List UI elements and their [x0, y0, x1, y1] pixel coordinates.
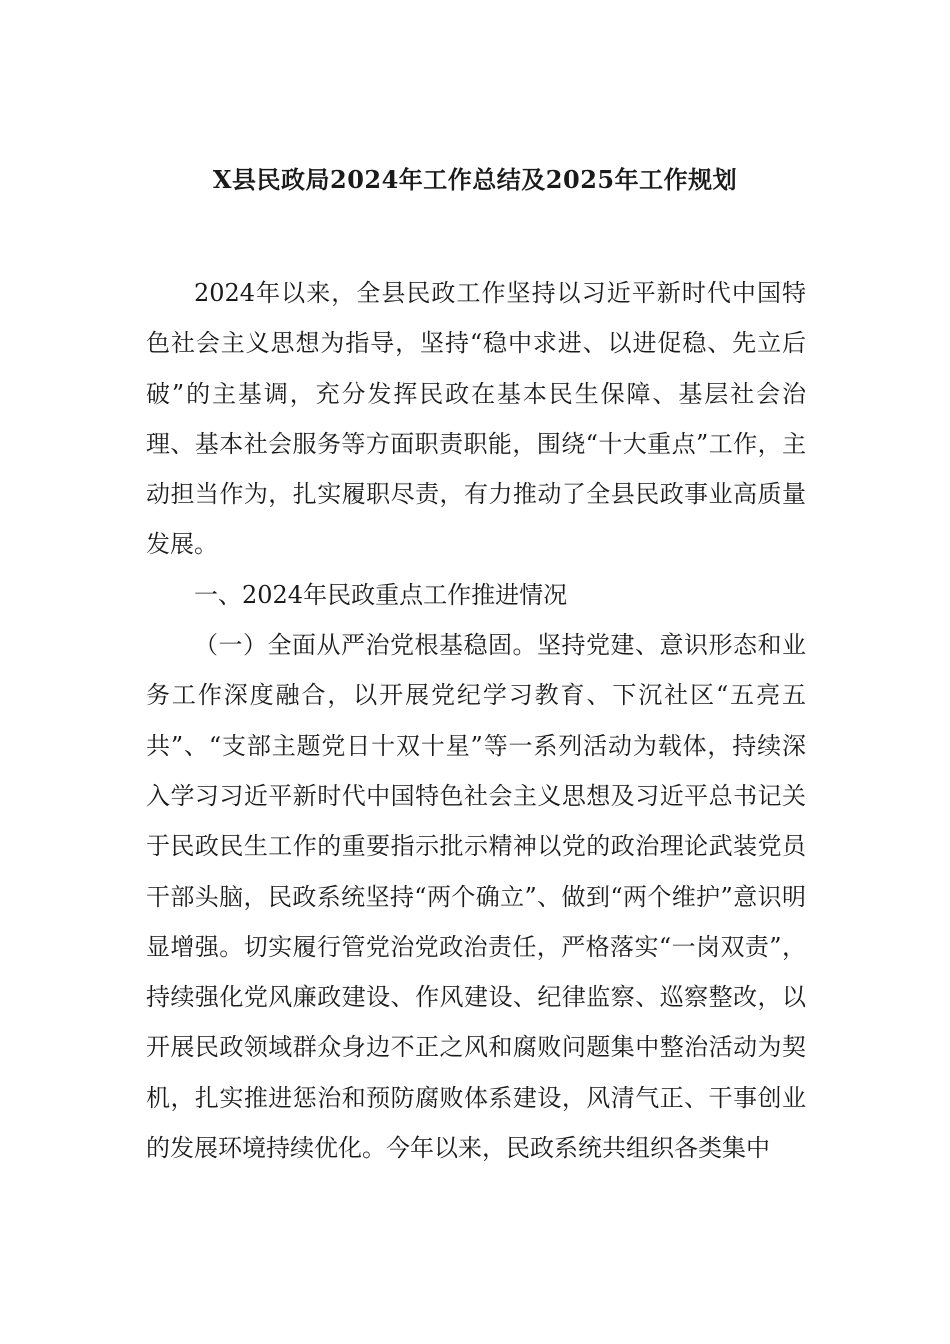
intro-paragraph: 2024年以来，全县民政工作坚持以习近平新时代中国特色社会主义思想为指导，坚持“稳中求进、以进促稳、先立后破”的主基调，充分发挥民政在基本民生保障、基层社会治理、基本社会服务等方面职责职能，围绕“十大重点”工作，主动担当作为，扎实履职尽责，有力推动了全县民政事业高质量发展。	[146, 279, 806, 559]
body-paragraph: （一）全面从严治党根基稳固。坚持党建、意识形态和业务工作深度融合，以开展党纪学习教育、下沉社区“五亮五共”、“支部主题党日十双十星”等一系列活动为载体，持续深入学习习近平新时代中国特色社会主义思想及习近平总书记关于民政民生工作的重要指示批示精神以党的政治理论武装党员干部头脑，民政系统坚持“两个确立”、做到“两个维护”意识明显增强。切实履行管党治党政治责任，严格落实“一岗双责”，持续强化党风廉政建设、作风建设、纪律监察、巡察整改，以开展民政领域群众身边不正之风和腐败问题集中整治活动为契机，扎实推进惩治和预防腐败体系建设，风清气正、干事创业的发展环境持续优化。今年以来，民政系统共组织各类集中	[146, 631, 806, 1163]
document-body	[146, 268, 806, 1173]
section-heading: 一、2024年民政重点工作推进情况	[194, 580, 568, 609]
document-title: X县民政局2024年工作总结及2025年工作规划	[212, 165, 738, 194]
